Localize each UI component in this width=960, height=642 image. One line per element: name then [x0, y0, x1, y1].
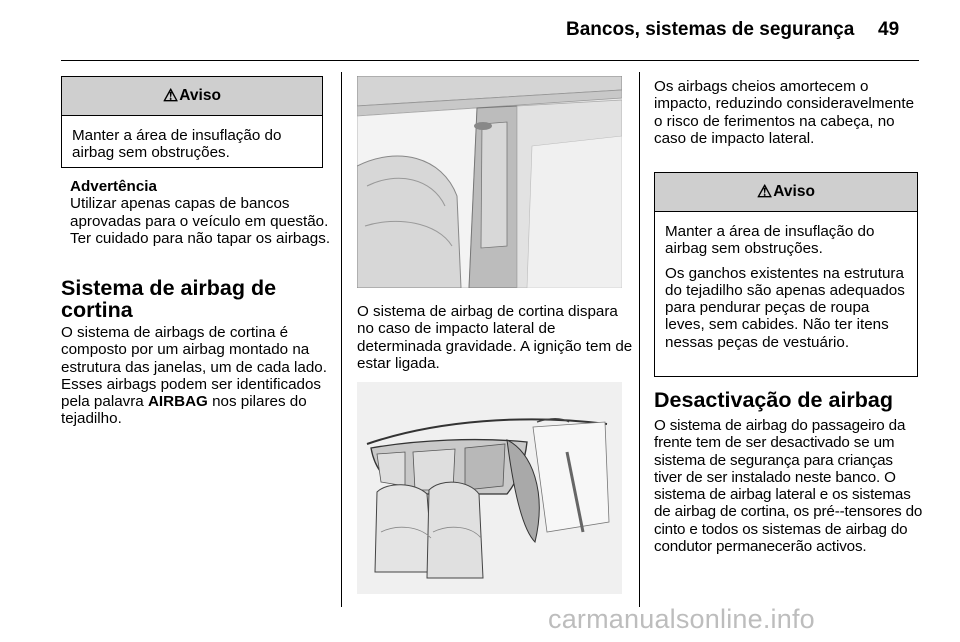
intro-text: Os airbags cheios amortecem o impacto, reduzindo consideravelmente o risco de ferimentos na cabeça, no caso de impacto lateral. — [654, 78, 915, 147]
page-number: 49 — [878, 19, 900, 40]
warning-triangle-icon: ⚠ — [757, 182, 773, 201]
warning-box-header — [655, 173, 917, 212]
curtain-airbag-effect-text — [654, 78, 916, 147]
curtain-airbag-drawing — [357, 382, 622, 594]
warning-triangle-icon: ⚠ — [163, 86, 179, 105]
warning-box-header — [62, 77, 322, 116]
warning-text-1: Manter a área de insuflação do airbag sem obstruções. — [665, 223, 875, 258]
airbag-deactivation-section — [654, 389, 924, 555]
warning-box-title: Aviso — [773, 183, 815, 200]
warning-box-2 — [654, 172, 918, 377]
notice-text: Utilizar apenas capas de bancos aprovadas para o veículo em questão. Ter cuidado para não tapar os airbags. — [70, 195, 331, 247]
notice-block — [70, 178, 332, 247]
airbag-label: AIRBAG — [147, 393, 208, 411]
column-divider-2 — [639, 72, 640, 607]
warning-text: Manter a área de insuflação do airbag sem obstruções. — [72, 127, 282, 162]
body-text-end: nos pilares do tejadilho. — [61, 393, 307, 428]
warning-box-body — [62, 116, 322, 170]
warning-text-2: Os ganchos existentes na estrutura do tejadilho são apenas adequados para pendurar peças de roupa leves, sem cabides. Não ter itens nessas peças de vestuário. — [665, 264, 905, 351]
curtain-airbag-caption — [357, 303, 637, 372]
warning-box-title: Aviso — [179, 87, 221, 104]
curtain-airbag-section — [61, 277, 329, 428]
body-text: O sistema de airbags de cortina é composto por um airbag montado na estrutura das janelas, um de cada lado. Esses airbags podem ser identificados pela palavra — [61, 324, 327, 411]
illustration-curtain-airbag — [357, 382, 622, 594]
section-title-airbag-deactivation: Desactivação de airbag — [654, 388, 894, 412]
watermark: carmanualsonline.info — [548, 604, 815, 634]
warning-box-1 — [61, 76, 323, 168]
deactivation-body: O sistema de airbag do passageiro da frente tem de ser desactivado se um sistema de segurança para crianças tiver de ser instalado neste banco. O sistema de airbag lateral e os sistemas de airbag de cortina, os pré--tensores do cinto e todos os sistemas de airbag do condutor permanecerão activos. — [654, 417, 923, 556]
pillar-airbag-drawing — [357, 76, 622, 288]
curtain-airbag-body — [61, 324, 329, 428]
notice-title: Advertência — [70, 178, 157, 195]
warning-box-body — [655, 212, 917, 359]
page-header-title: Bancos, sistemas de segurança — [566, 19, 855, 40]
caption-text: O sistema de airbag de cortina dispara no caso de impacto lateral de determinada gravidade. A ignição tem de estar ligada. — [357, 303, 633, 372]
section-title-curtain-airbag: Sistema de airbag de cortina — [61, 276, 277, 322]
header-divider — [61, 60, 919, 61]
illustration-pillar-airbag — [357, 76, 622, 288]
column-divider-1 — [341, 72, 342, 607]
